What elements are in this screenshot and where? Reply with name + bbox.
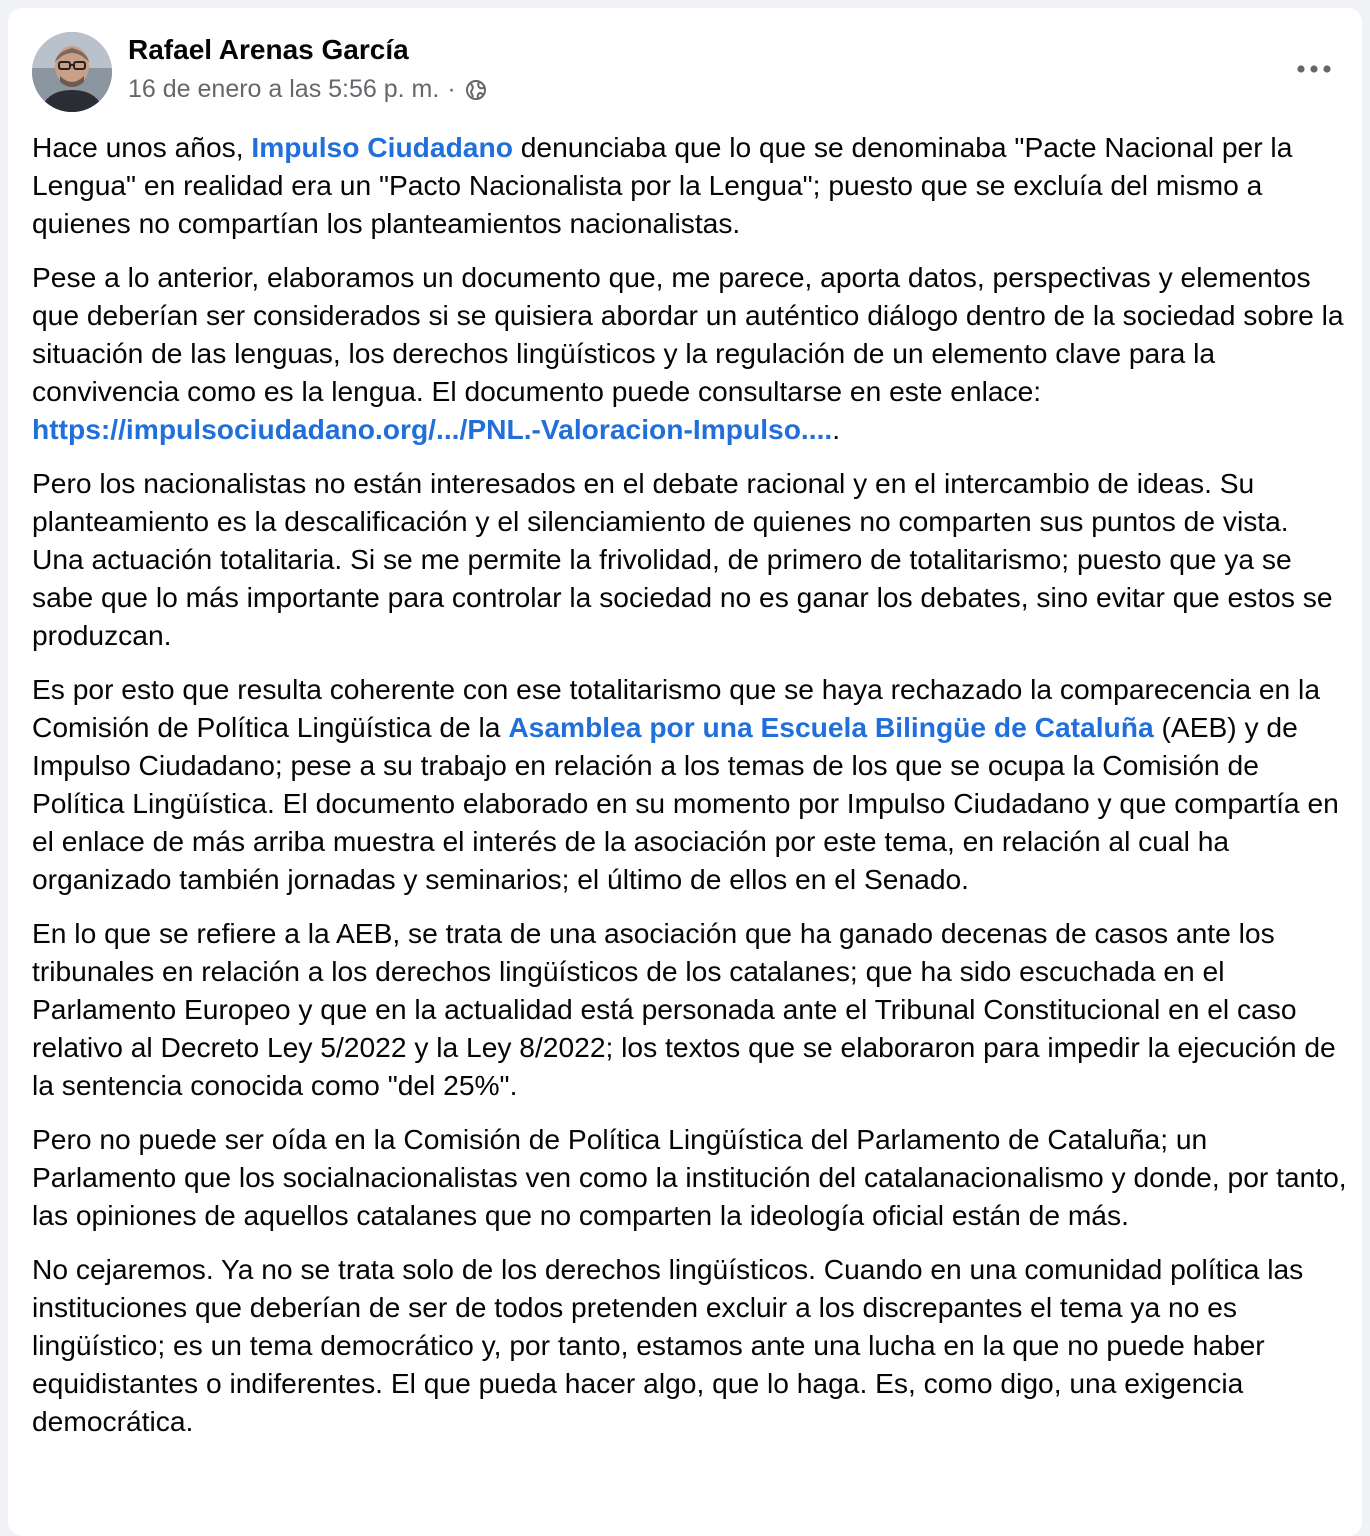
author-name[interactable]: Rafael Arenas García xyxy=(128,34,409,65)
post-paragraph-7: No cejaremos. Ya no se trata solo de los derechos lingüísticos. Cuando en una comunidad política las instituciones que deberían de ser de todos pretenden excluir a los discrepantes el tema ya no es lingüístico; es un tema democrático y, por tanto, estamos ante una lucha en la que no puede haber equidistantes o indiferentes. El que pueda hacer algo, que lo haga. Es, como digo, una exigencia democrática. xyxy=(32,1253,1304,1437)
asamblea-escuela-bilingue-link[interactable]: Asamblea por una Escuela Bilingüe de Cataluña xyxy=(508,711,1154,743)
paragraph-text: denunciaba que lo que se denominaba "Pacte Nacional per la Lengua" en realidad era un "Pacto Nacionalista por la Lengua"; puesto que se excluía del mismo a quienes no compartían los planteamientos nacionalistas. xyxy=(32,131,1293,239)
post-paragraph-1 xyxy=(32,128,1348,242)
post-card xyxy=(8,8,1362,1536)
impulso-ciudadano-link[interactable]: Impulso Ciudadano xyxy=(251,131,513,163)
post-paragraph-3: Pero los nacionalistas no están interesados en el debate racional y en el intercambio de ideas. Su planteamiento es la descalificación y el silenciamiento de quienes no comparten sus puntos de vista. Una actuación totalitaria. Si se me permite la frivolidad, de primero de totalitarismo; puesto que ya se sabe que lo más importante para controlar la sociedad no es ganar los debates, sino evitar que estos se produzcan. xyxy=(32,467,1333,651)
post-paragraph-4 xyxy=(32,670,1348,898)
more-options-icon[interactable] xyxy=(1292,52,1336,86)
document-url-link[interactable]: https://impulsociudadano.org/.../PNL.-Valoracion-Impulso.... xyxy=(32,413,833,445)
paragraph-text: (AEB) y de Impulso Ciudadano; pese a su trabajo en relación a los temas de los que se ocupa la Comisión de Política Lingüística. El documento elaborado en su momento por Impulso Ciudadano y que compartía en el enlace de más arriba muestra el interés de la asociación por este tema, en relación al cual ha organizado también jornadas y seminarios; el último de ellos en el Senado. xyxy=(32,711,1339,895)
post-paragraph-2 xyxy=(32,258,1348,448)
paragraph-text: Pese a lo anterior, elaboramos un documento que, me parece, aporta datos, perspectivas y elementos que deberían ser considerados si se quisiera abordar un auténtico diálogo dentro de la sociedad sobre la situación de las lenguas, los derechos lingüísticos y la regulación de un elemento clave para la convivencia como es la lengua. El documento puede consultarse en este enlace: xyxy=(32,261,1344,407)
paragraph-text: . xyxy=(832,413,841,445)
globe-icon[interactable] xyxy=(464,78,488,102)
post-paragraph-6: Pero no puede ser oída en la Comisión de Política Lingüística del Parlamento de Cataluña; un Parlamento que los socialnacionalistas ven como la institución del catalanacionalismo y donde, por tanto, las opiniones de aquellos catalanes que no comparten la ideología oficial están de más. xyxy=(32,1123,1347,1231)
avatar-photo xyxy=(32,32,112,112)
post-meta xyxy=(128,75,488,104)
meta-separator: · xyxy=(447,75,456,103)
paragraph-text: Hace unos años, xyxy=(32,131,252,163)
post-timestamp[interactable]: 16 de enero a las 5:56 p. m. xyxy=(128,75,440,103)
post-paragraph-5: En lo que se refiere a la AEB, se trata de una asociación que ha ganado decenas de casos ante los tribunales en relación a los derechos lingüísticos de los catalanes; que ha sido escuchada en el Parlamento Europeo y que en la actualidad está personada ante el Tribunal Constitucional en el caso relativo al Decreto Ley 5/2022 y la Ley 8/2022; los textos que se elaboraron para impedir la ejecución de la sentencia conocida como "del 25%". xyxy=(32,917,1336,1101)
avatar[interactable] xyxy=(32,32,112,112)
paragraph-text: Es por esto que resulta coherente con ese totalitarismo que se haya rechazado la comparecencia en la Comisión de Política Lingüística de la xyxy=(32,673,1320,743)
post-body xyxy=(32,128,1348,1456)
